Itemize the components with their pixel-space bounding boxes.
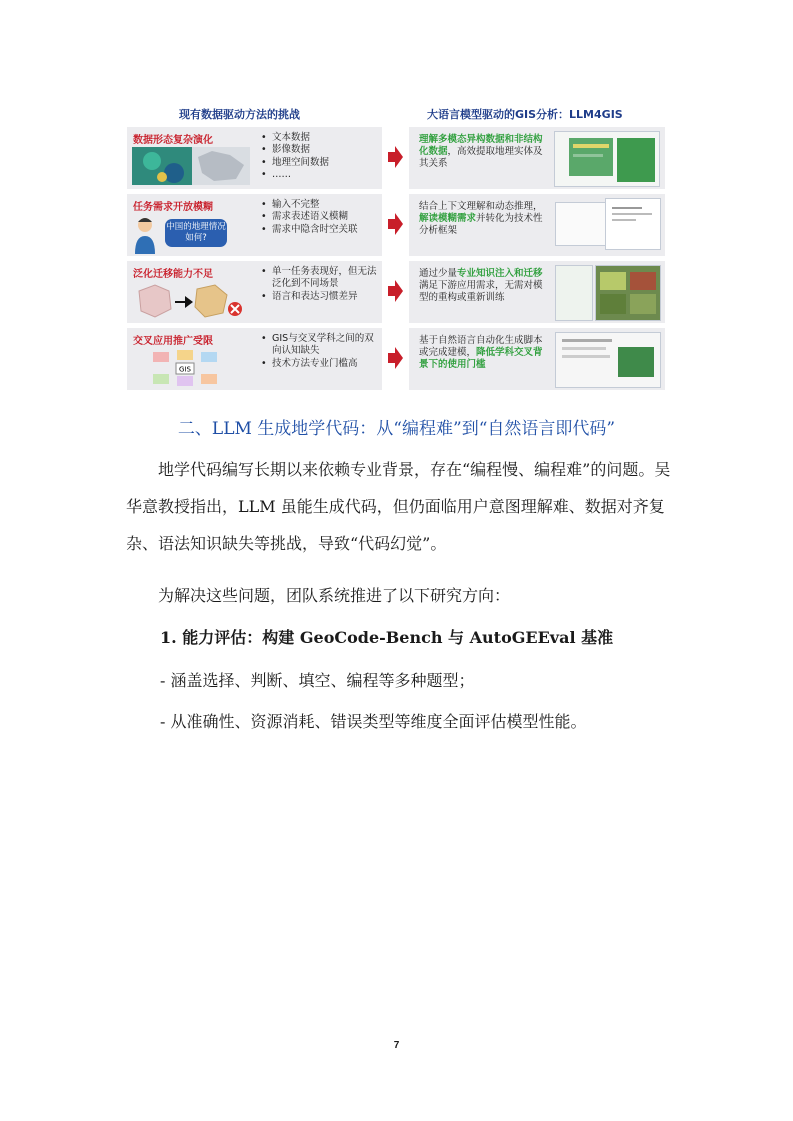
left-panel xyxy=(127,261,382,323)
data-maps-thumbnail xyxy=(132,147,250,185)
right-panel-text: 通过少量专业知识注入和迁移满足下游应用需求，无需对模型的重构或重新训练 xyxy=(419,268,543,304)
right-panel-text: 结合上下文理解和动态推理，解读模糊需求并转化为技术性分析框架 xyxy=(419,201,543,237)
code-window-thumbnail xyxy=(605,198,661,250)
gee-output-thumbnail xyxy=(555,332,661,388)
bullet-item: • 文本数据 xyxy=(261,132,381,144)
left-panel-title: 数据形态复杂演化 xyxy=(133,135,213,146)
dash-list-item: - 涵盖选择、判断、填空、编程等多种题型； xyxy=(160,671,475,690)
challenge-bullets xyxy=(261,333,381,370)
bullet-item: • 语言和表达习惯差异 xyxy=(261,291,381,303)
gis-cross-discipline-diagram xyxy=(149,348,229,388)
arrow-right-icon xyxy=(388,280,403,302)
bullet-item: • 技术方法专业门槛高 xyxy=(261,358,381,370)
arrow-right-icon xyxy=(388,146,403,168)
bullet-item: • 地理空间数据 xyxy=(261,157,381,169)
figure-row-task xyxy=(127,194,665,256)
bullet-item: • 单一任务表现好，但无法泛化到不同场景 xyxy=(261,266,381,291)
figure-row-generalization xyxy=(127,261,665,323)
gis-label: GIS xyxy=(179,365,191,374)
person-icon xyxy=(133,216,157,254)
arrow-right-icon xyxy=(388,213,403,235)
right-panel xyxy=(409,194,665,256)
bullet-item: • GIS与交叉学科之间的双向认知缺失 xyxy=(261,333,381,358)
left-panel-title: 泛化迁移能力不足 xyxy=(133,269,213,280)
body-paragraph: 为解决这些问题，团队系统推进了以下研究方向： xyxy=(158,586,511,605)
bullet-item: • 输入不完整 xyxy=(261,199,381,211)
right-panel-text: 理解多模态异构数据和非结构化数据，高效提取地理实体及其关系 xyxy=(419,134,543,170)
left-panel xyxy=(127,127,382,189)
numbered-item-title: 1. 能力评估：构建 GeoCode-Bench 与 AutoGEEval 基准 xyxy=(160,628,614,647)
arrow-right-icon xyxy=(388,347,403,369)
question-bubble: 中国的地理情况如何? xyxy=(165,219,227,247)
bullet-item: • 需求表述语义模糊 xyxy=(261,211,381,223)
left-panel-title: 任务需求开放模糊 xyxy=(133,202,213,213)
section-heading: 二、LLM 生成地学代码：从“编程难”到“自然语言即代码” xyxy=(177,419,616,439)
bullet-item: • 影像数据 xyxy=(261,144,381,156)
challenge-bullets xyxy=(261,266,381,303)
right-panel xyxy=(409,261,665,323)
right-panel xyxy=(409,328,665,390)
right-column-title: 大语言模型驱动的GIS分析：LLM4GIS xyxy=(427,108,623,121)
dash-list-item: - 从准确性、资源消耗、错误类型等维度全面评估模型性能。 xyxy=(160,712,587,731)
left-panel-title: 交叉应用推广受限 xyxy=(133,336,213,347)
bullet-item: • 需求中隐含时空关联 xyxy=(261,224,381,236)
figure-row-data xyxy=(127,127,665,189)
bullet-item: • …… xyxy=(261,169,381,181)
left-column-title: 现有数据驱动方法的挑战 xyxy=(179,108,300,121)
body-paragraph: 地学代码编写长期以来依赖专业背景，存在“编程慢、编程难”的问题。吴华意教授指出，LLM 虽能生成代码，但仍面临用户意图理解难、数据对齐复杂、语法知识缺失等挑战，导致“代码幻觉”。 xyxy=(126,460,671,553)
right-panel-text: 基于自然语言自动化生成脚本或完成建模，降低学科交叉背景下的使用门槛 xyxy=(419,335,543,371)
challenge-bullets xyxy=(261,199,381,236)
llm4gis-figure xyxy=(127,104,665,394)
figure-row-application xyxy=(127,328,665,390)
llm-output-thumbnail xyxy=(554,131,660,187)
map-collage-thumbnail xyxy=(595,265,661,321)
page-number: 7 xyxy=(393,1040,400,1051)
left-panel xyxy=(127,194,382,256)
region-transfer-diagram xyxy=(135,281,245,321)
model-thumbnail xyxy=(555,265,593,321)
right-panel xyxy=(409,127,665,189)
challenge-bullets xyxy=(261,132,381,182)
left-panel xyxy=(127,328,382,390)
